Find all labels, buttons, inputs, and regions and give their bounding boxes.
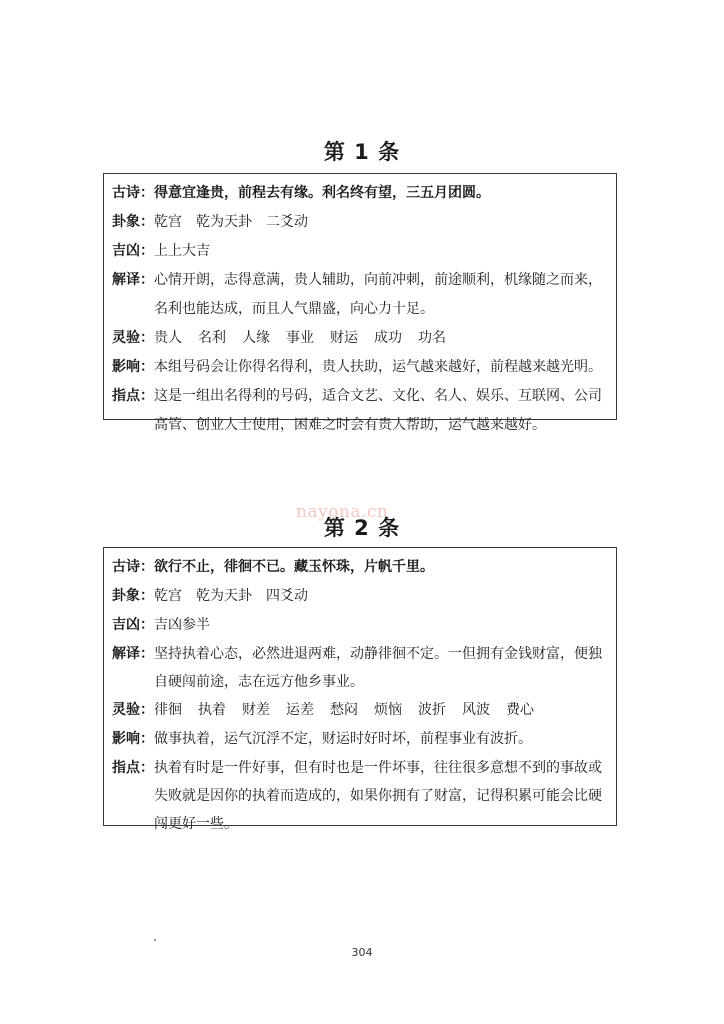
lingyan-list bbox=[154, 324, 608, 353]
jixiong-row bbox=[112, 611, 608, 640]
lingyan-item: 愁闷 bbox=[330, 702, 358, 718]
entry-card-2 bbox=[103, 547, 617, 832]
gua-row bbox=[112, 582, 608, 611]
yingxiang-row bbox=[112, 725, 608, 754]
lingyan-item: 人缘 bbox=[242, 330, 270, 346]
watermark: nayona.cn bbox=[296, 502, 389, 522]
zhidian-row bbox=[112, 382, 608, 440]
lingyan-item: 波折 bbox=[418, 702, 446, 718]
gua-label: 卦象： bbox=[112, 214, 154, 230]
yingxiang-row bbox=[112, 353, 608, 382]
lingyan-item: 成功 bbox=[374, 330, 402, 346]
lingyan-label: 灵验： bbox=[112, 330, 154, 346]
lingyan-item: 财差 bbox=[242, 702, 270, 718]
yingxiang-label: 影响： bbox=[112, 359, 154, 375]
lingyan-label: 灵验： bbox=[112, 702, 154, 718]
lingyan-item: 功名 bbox=[418, 330, 446, 346]
gua-text: 乾宫 乾为天卦 四爻动 bbox=[154, 588, 308, 604]
zhidian-label: 指点： bbox=[112, 760, 154, 776]
entry-card-1 bbox=[103, 173, 617, 433]
entry-title-2: 第 2 条 bbox=[323, 516, 401, 540]
jixiong-row bbox=[112, 237, 608, 266]
jieyi-text: 坚持执着心态，必然进退两难，动静徘徊不定。一但拥有金钱财富，便独自硬闯前途，志在远方他乡事业。 bbox=[154, 646, 602, 690]
gua-text: 乾宫 乾为天卦 二爻动 bbox=[154, 214, 308, 230]
lingyan-list bbox=[154, 696, 608, 725]
entry-title-1: 第 1 条 bbox=[323, 140, 401, 164]
jixiong-text: 上上大吉 bbox=[154, 243, 210, 259]
jixiong-label: 吉凶： bbox=[112, 243, 154, 259]
poem-row bbox=[112, 553, 608, 582]
lingyan-item: 烦恼 bbox=[374, 702, 402, 718]
poem-row bbox=[112, 179, 608, 208]
page-number: 304 bbox=[351, 946, 373, 959]
gua-label: 卦象： bbox=[112, 588, 154, 604]
zhidian-text: 这是一组出名得利的号码，适合文艺、文化、名人、娱乐、互联网、公司高管、创业人士使用，困难之时会有贵人帮助，运气越来越好。 bbox=[154, 388, 602, 433]
lingyan-item: 风波 bbox=[462, 702, 490, 718]
lingyan-item: 贵人 bbox=[154, 330, 182, 346]
jieyi-text: 心情开朗，志得意满，贵人辅助，向前冲刺，前途顺利，机缘随之而来，名利也能达成，而且人气鼎盛，向心力十足。 bbox=[154, 272, 602, 317]
jieyi-row bbox=[112, 640, 608, 696]
jieyi-label: 解译： bbox=[112, 272, 154, 288]
lingyan-item: 名利 bbox=[198, 330, 226, 346]
lingyan-item: 执着 bbox=[198, 702, 226, 718]
poem-text: 欲行不止，徘徊不已。藏玉怀珠，片帆千里。 bbox=[154, 559, 434, 575]
lingyan-item: 徘徊 bbox=[154, 702, 182, 718]
zhidian-text: 执着有时是一件好事，但有时也是一件坏事，往往很多意想不到的事故或失败就是因你的执着而造成的，如果你拥有了财富，记得积累可能会比硬闯更好一些。 bbox=[154, 760, 602, 832]
poem-label: 古诗： bbox=[112, 559, 154, 575]
stray-dot bbox=[154, 939, 156, 941]
lingyan-row bbox=[112, 696, 608, 725]
jixiong-label: 吉凶： bbox=[112, 617, 154, 633]
lingyan-item: 运差 bbox=[286, 702, 314, 718]
lingyan-item: 财运 bbox=[330, 330, 358, 346]
jixiong-text: 吉凶参半 bbox=[154, 617, 210, 633]
gua-row bbox=[112, 208, 608, 237]
jieyi-label: 解译： bbox=[112, 646, 154, 662]
yingxiang-label: 影响： bbox=[112, 731, 154, 747]
zhidian-label: 指点： bbox=[112, 388, 154, 404]
zhidian-row bbox=[112, 754, 608, 838]
poem-text: 得意宜逢贵，前程去有缘。利名终有望，三五月团圆。 bbox=[154, 185, 490, 201]
yingxiang-text: 本组号码会让你得名得利，贵人扶助，运气越来越好，前程越来越光明。 bbox=[154, 359, 602, 375]
lingyan-item: 费心 bbox=[506, 702, 534, 718]
yingxiang-text: 做事执着，运气沉浮不定，财运时好时坏，前程事业有波折。 bbox=[154, 731, 532, 747]
jieyi-row bbox=[112, 266, 608, 324]
poem-label: 古诗： bbox=[112, 185, 154, 201]
lingyan-item: 事业 bbox=[286, 330, 314, 346]
lingyan-row bbox=[112, 324, 608, 353]
